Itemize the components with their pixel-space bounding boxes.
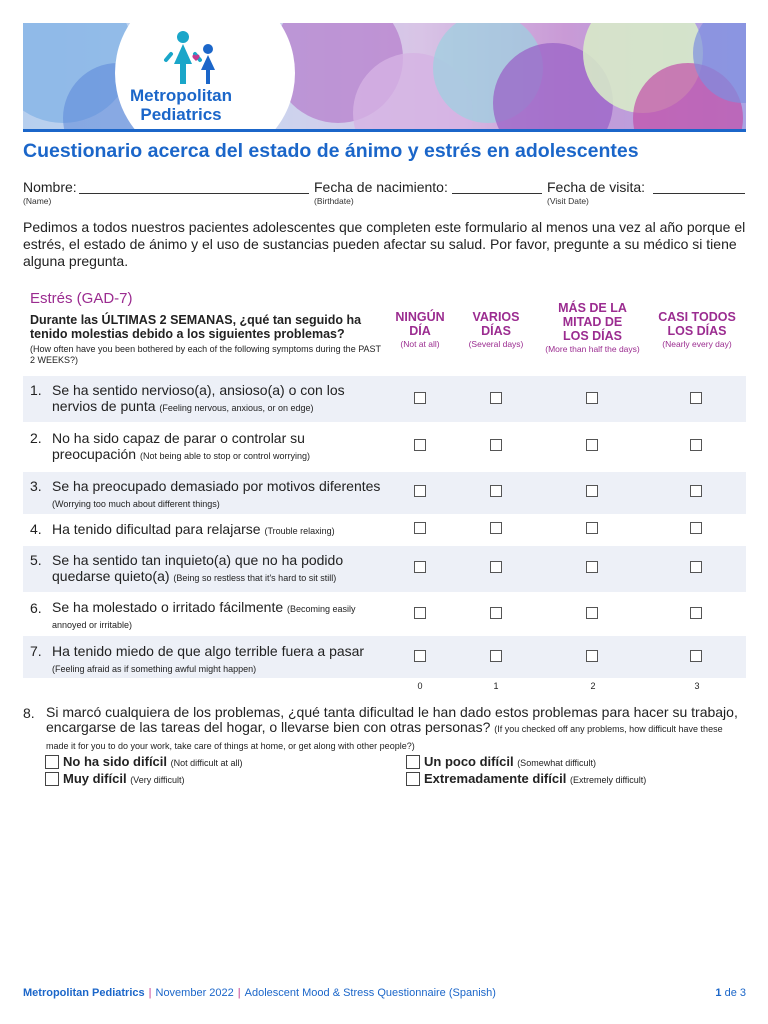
question-number: 6. [30, 600, 42, 616]
question-text-en: (Trouble relaxing) [264, 526, 335, 536]
visit-date-field[interactable] [653, 193, 745, 194]
column-header-nearly-every-day [642, 310, 752, 349]
option-checkbox-somewhat-difficult[interactable] [406, 755, 420, 769]
question-row [23, 424, 746, 470]
question-number: 3. [30, 478, 42, 494]
name-sublabel: (Name) [23, 196, 52, 206]
question-number: 2. [30, 430, 42, 446]
column-label: CASI TODOS LOS DÍAS [658, 310, 736, 338]
page-total: de 3 [724, 987, 746, 999]
option-not-difficult [63, 754, 243, 769]
question-text-en: (Feeling nervous, anxious, or on edge) [159, 403, 314, 413]
question-text [52, 382, 382, 416]
birthdate-field[interactable] [452, 193, 542, 194]
option-label: Muy difícil [63, 771, 127, 786]
column-sublabel: (Not at all) [400, 339, 440, 349]
page-number [715, 987, 746, 999]
question-text-en: (Being so restless that it's hard to sit still) [173, 573, 337, 583]
question-8-text-en: (If you checked off any problems, how difficult have these made it for you to do your work, take care of things at home, or get along with other people?) [46, 724, 723, 751]
question-8-text [46, 705, 746, 754]
answer-checkbox-1[interactable] [490, 561, 502, 573]
question-text-en: (Worrying too much about different things) [52, 499, 220, 509]
answer-checkbox-0[interactable] [414, 561, 426, 573]
answer-checkbox-2[interactable] [586, 485, 598, 497]
option-sublabel: (Somewhat difficult) [517, 758, 597, 768]
question-number: 4. [30, 521, 42, 537]
question-text [52, 643, 392, 677]
page-current: 1 [715, 987, 722, 999]
question-text-en: (Feeling afraid as if something awful might happen) [52, 664, 257, 674]
question-text-es: Se ha molestado o irritado fácilmente [52, 599, 284, 615]
question-text-en: (Not being able to stop or control worrying) [139, 451, 311, 461]
answer-checkbox-0[interactable] [414, 522, 426, 534]
answer-checkbox-3[interactable] [690, 561, 702, 573]
option-sublabel: (Extremely difficult) [569, 775, 647, 785]
question-8-text-es: Si marcó cualquiera de los problemas, ¿qué tanta dificultad le han dado estos problemas para hacer su trabajo, encargarse de las tareas del hogar, o llevarse bien con otras personas? [46, 704, 738, 735]
question-row [23, 376, 746, 422]
score-label: 2 [590, 681, 596, 691]
answer-checkbox-1[interactable] [490, 392, 502, 404]
answer-checkbox-2[interactable] [586, 561, 598, 573]
question-row [23, 594, 746, 634]
column-header-more-than-half [530, 301, 655, 354]
answer-checkbox-3[interactable] [690, 392, 702, 404]
answer-checkbox-0[interactable] [414, 439, 426, 451]
name-label: Nombre: [23, 179, 77, 195]
answer-checkbox-1[interactable] [490, 607, 502, 619]
option-sublabel: (Not difficult at all) [170, 758, 243, 768]
answer-checkbox-2[interactable] [586, 607, 598, 619]
question-text [52, 430, 382, 464]
question-text [52, 552, 382, 586]
option-somewhat-difficult [424, 754, 596, 769]
footer-date: November 2022 [155, 987, 234, 999]
option-sublabel: (Very difficult) [130, 775, 185, 785]
intro-paragraph: Pedimos a todos nuestros pacientes adolescentes que completen este formulario al menos una vez al año porque el estrés, el estado de ánimo y el uso de sustancias pueden afectar su salud. Por favor, pregunte a su médico si tiene alguna pregunta. [23, 219, 746, 269]
birthdate-label: Fecha de nacimiento: [314, 179, 448, 195]
name-field[interactable] [79, 193, 309, 194]
answer-checkbox-1[interactable] [490, 522, 502, 534]
brand-line-2: Pediatrics [140, 105, 222, 124]
question-text-en: (Becoming easily annoyed or irritable) [52, 604, 356, 630]
option-label: Extremadamente difícil [424, 771, 567, 786]
section-question: Durante las ÚLTIMAS 2 SEMANAS, ¿qué tan seguido ha tenido molestias debido a los siguientes problemas? [30, 313, 362, 341]
footer [23, 987, 746, 999]
question-text [52, 600, 382, 632]
answer-checkbox-1[interactable] [490, 485, 502, 497]
brand-line-1: Metropolitan [130, 86, 232, 105]
option-extremely-difficult [424, 771, 646, 786]
option-very-difficult [63, 771, 185, 786]
section-question-en: (How often have you been bothered by each of the following symptoms during the PAST 2 WEEKS?) [30, 344, 381, 365]
question-number: 7. [30, 643, 42, 659]
family-logo-icon [163, 30, 223, 88]
column-label: VARIOS DÍAS [472, 310, 520, 338]
answer-checkbox-2[interactable] [586, 650, 598, 662]
answer-checkbox-3[interactable] [690, 485, 702, 497]
answer-checkbox-1[interactable] [490, 650, 502, 662]
column-label: MÁS DE LA MITAD DE LOS DÍAS [558, 301, 627, 343]
answer-checkbox-2[interactable] [586, 439, 598, 451]
brand-name [111, 86, 251, 124]
answer-checkbox-0[interactable] [414, 607, 426, 619]
option-checkbox-not-difficult[interactable] [45, 755, 59, 769]
answer-checkbox-0[interactable] [414, 392, 426, 404]
birthdate-sublabel: (Birthdate) [314, 196, 354, 206]
banner-rule [23, 129, 746, 132]
column-sublabel: (Nearly every day) [662, 339, 732, 349]
footer-org: Metropolitan Pediatrics [23, 987, 145, 999]
question-text-es: Se ha sentido tan inquieto(a) que no ha podido quedarse quieto(a) [52, 552, 344, 584]
column-label: NINGÚN DÍA [395, 310, 445, 338]
answer-checkbox-0[interactable] [414, 650, 426, 662]
column-sublabel: (More than half the days) [545, 344, 640, 354]
page-title: Cuestionario acerca del estado de ánimo y estrés en adolescentes [23, 140, 639, 162]
question-number: 5. [30, 552, 42, 568]
question-text [52, 478, 392, 512]
question-row [23, 472, 746, 514]
answer-checkbox-2[interactable] [586, 522, 598, 534]
score-label: 0 [417, 681, 423, 691]
question-row [23, 636, 746, 678]
answer-checkbox-3[interactable] [690, 607, 702, 619]
option-checkbox-extremely-difficult[interactable] [406, 772, 420, 786]
option-label: No ha sido difícil [63, 754, 168, 769]
question-text-es: Ha tenido miedo de que algo terrible fuera a pasar [52, 643, 365, 659]
footer-separator: | [237, 987, 241, 999]
option-label: Un poco difícil [424, 754, 514, 769]
question-text-es: Se ha preocupado demasiado por motivos diferentes [52, 478, 381, 494]
question-text-es: No ha sido capaz de parar o controlar su preocupación [52, 430, 305, 462]
answer-checkbox-3[interactable] [690, 439, 702, 451]
question-row [23, 546, 746, 592]
question-text-es: Ha tenido dificultad para relajarse [52, 521, 261, 537]
answer-checkbox-2[interactable] [586, 392, 598, 404]
section-title: Estrés (GAD-7) [30, 290, 133, 307]
option-checkbox-very-difficult[interactable] [45, 772, 59, 786]
answer-checkbox-3[interactable] [690, 650, 702, 662]
footer-separator: | [148, 987, 152, 999]
question-8-number: 8. [23, 705, 35, 721]
column-sublabel: (Several days) [468, 339, 524, 349]
answer-checkbox-1[interactable] [490, 439, 502, 451]
question-number: 1. [30, 382, 42, 398]
question-text [52, 521, 392, 539]
question-row [23, 516, 746, 544]
score-label: 3 [694, 681, 700, 691]
score-label: 1 [493, 681, 499, 691]
answer-checkbox-3[interactable] [690, 522, 702, 534]
visit-date-sublabel: (Visit Date) [547, 196, 589, 206]
question-text-es: Se ha sentido nervioso(a), ansioso(a) o con los nervios de punta [52, 382, 345, 414]
answer-checkbox-0[interactable] [414, 485, 426, 497]
footer-doc-title: Adolescent Mood & Stress Questionnaire (Spanish) [244, 987, 496, 999]
visit-date-label: Fecha de visita: [547, 179, 646, 195]
